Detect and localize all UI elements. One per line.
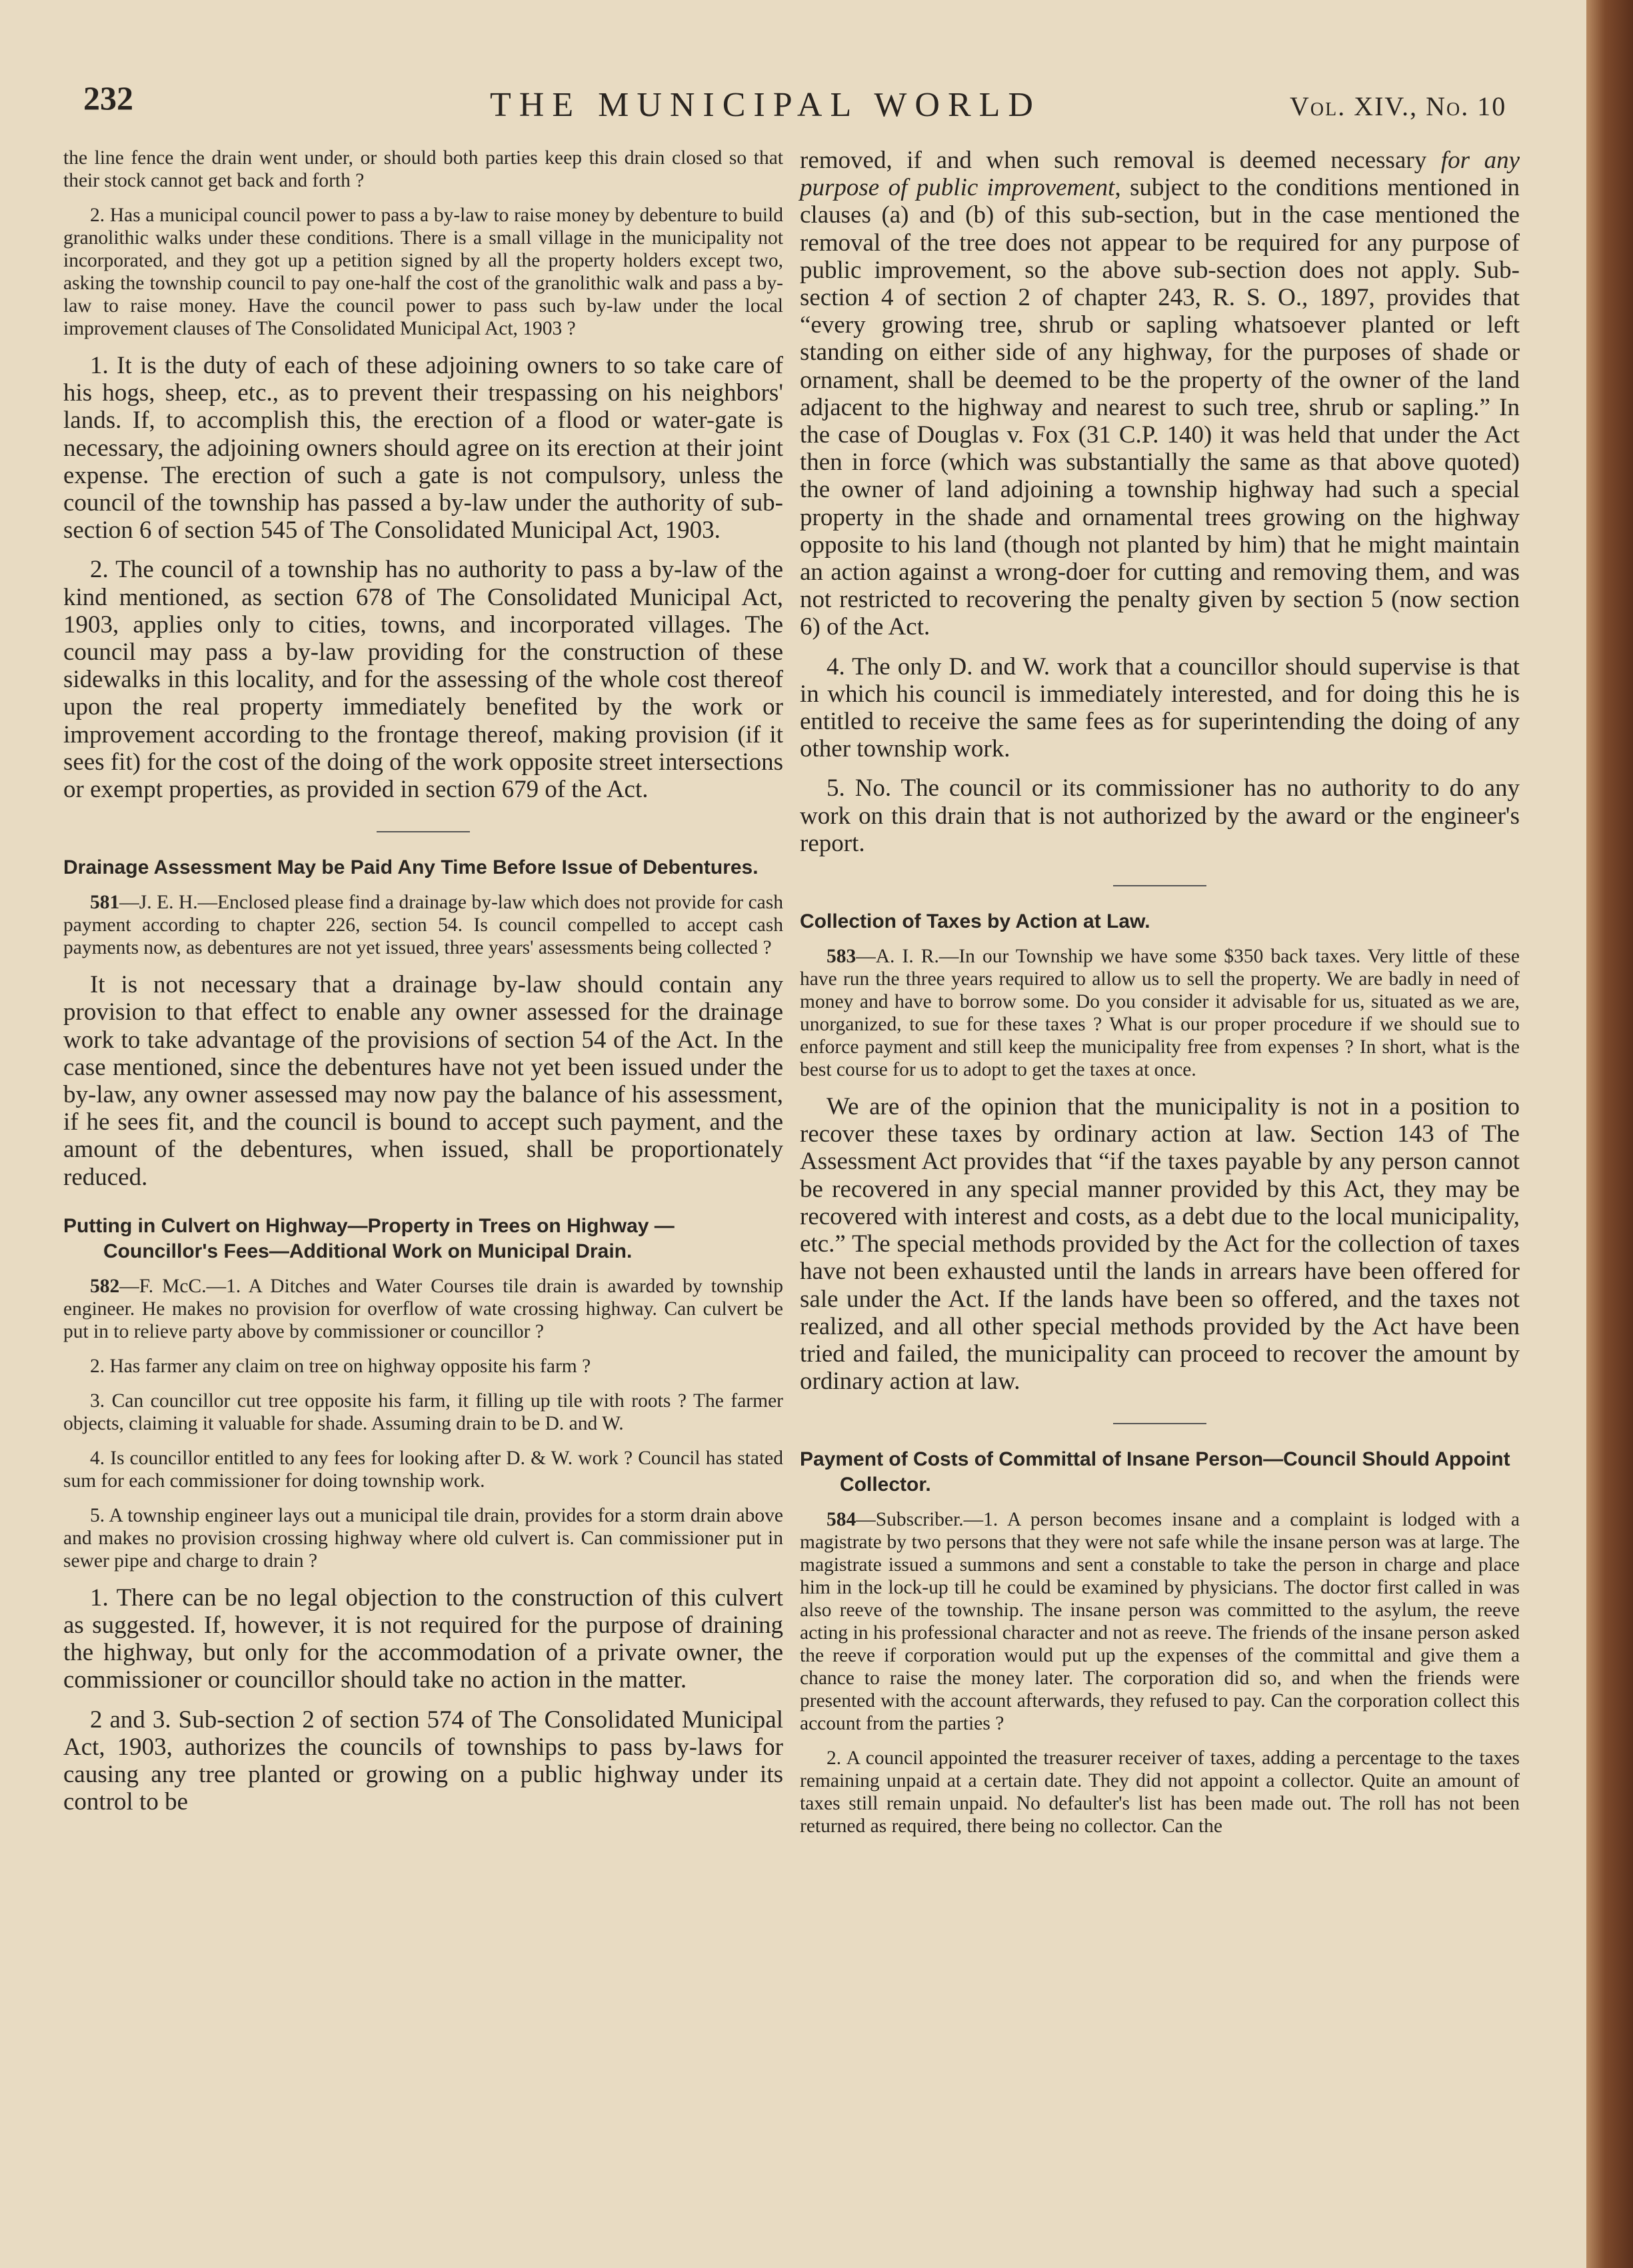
section-heading: Payment of Costs of Committal of Insane Person—Council Should Appoint Collector. [800, 1448, 1510, 1496]
answer-paragraph: 4. The only D. and W. work that a councillor should supervise is that in which his council is immediately interested, and for doing this he is entitled to receive the same fees as for superintending the doing of any other township work. [800, 652, 1520, 763]
book-spine [1586, 0, 1633, 2268]
answer-emphasis: for any purpose of public improvement [800, 147, 1520, 202]
question-paragraph: 2. Has a municipal council power to pass a by-law to raise money by debenture to build granolithic walks under these conditions. There is a small village in the municipality not incorporated, and they got up a petition signed by all the property holders except two, asking the township council to pay one-half the cost of the granolithic walk and pass a by-law to raise money. Have the council power to pass such by-law under the local improvement clauses of The Consolidated Municipal Act, 1903 ? [63, 205, 783, 339]
answer-text: removed, if and when such removal is deemed necessary [800, 147, 1441, 174]
question-paragraph: 2. Has farmer any claim on tree on highway opposite his farm ? [90, 1355, 591, 1377]
question-text: —J. E. H.—Enclosed please find a drainage by-law which does not provide for cash payment according to chapter 226, section 54. Is council compelled to accept cash payments now, as debentures are not yet issued, three years' assessments being collected ? [63, 892, 783, 959]
question-number: 582 [90, 1275, 120, 1297]
question-paragraph [63, 891, 783, 959]
question-number: 584 [826, 1509, 856, 1531]
left-column [63, 147, 783, 1828]
section-divider [1113, 1423, 1206, 1424]
page-number: 232 [83, 79, 133, 117]
volume-number: Vol. XIV., No. 10 [1290, 91, 1507, 121]
section-heading: Collection of Taxes by Action at Law. [800, 910, 1150, 933]
section-heading: Drainage Assessment May be Paid Any Time Before Issue of Debentures. [63, 856, 759, 879]
answer-paragraph: 2. The council of a township has no authority to pass a by-law of the kind mentioned, as section 678 of The Consolidated Municipal Act, 1903, applies only to cities, towns, and incorporated villages. The council may pass a by-law providing for the construction of these sidewalks in this locality, and for the assessing of the whole cost thereof upon the real property immediately benefited by the work or improvement according to the frontage thereof, making provision (if it sees fit) for the cost of the doing of the work opposite street intersections or exempt properties, as provided in section 679 of the Act. [63, 556, 783, 804]
question-number: 583 [826, 946, 856, 968]
question-paragraph: 2. A council appointed the treasurer receiver of taxes, adding a percentage to the taxes remaining unpaid at a certain date. They did not appoint a collector. Quite an amount of taxes still remain unpaid. No defaulter's list has been made out. The roll has not been returned as required, there being no collector. Can the [800, 1747, 1520, 1837]
page-header [63, 73, 1583, 140]
question-text: —Subscriber.—1. A person becomes insane and a complaint is lodged with a magistrate by two persons that they were not safe while the insane person was at large. The magistrate issued a summons and sent a constable to take the person in charge and place him in the lock-up till he could be examined by physicians. The doctor first called in was also reeve of the township. The insane person was committed to the asylum, the reeve acting in his professional character and not as reeve. The friends of the insane person asked the reeve if corporation would put up the expenses of the committal and give them a chance to raise the money later. The corporation did so, and when the friends were presented with the account afterwards, they refused to pay. Can the corporation collect this account from the parties ? [800, 1509, 1520, 1735]
answer-paragraph: We are of the opinion that the municipality is not in a position to recover these taxes by ordinary action at law. Section 143 of The Assessment Act provides that “if the taxes payable by any person cannot be recovered in any special manner provided by this Act, they may be recovered with interest and costs, as a debt due to the local municipality, etc.” The special methods provided by the Act for the collection of taxes have not been exhausted until the lands in arrears have been offered for sale under the Act. If the lands have been so offered, and the taxes not realized, and all other special methods provided by the Act have been tried and failed, the municipality can proceed to recover the amount by ordinary action at law. [800, 1093, 1520, 1396]
answer-text: , subject to the conditions mentioned in clauses (a) and (b) of this sub-section, but in the case mentioned the removal of the tree does not appear to be required for any purpose of public improvement, so the above sub-section does not apply. Sub-section 4 of section 2 of chapter 243, R. S. O., 1897, provides that “every growing tree, shrub or sapling whatsoever planted or left standing on either side of any highway, for the purposes of shade or ornament, shall be deemed to be the property of the owner of the land adjacent to the highway and nearest to such tree, shrub or sapling.” In the case of Douglas v. Fox (31 C.P. 140) it was held that under the Act then in force (which was substantially the same as that above quoted) the owner of land adjoining a township highway had such a special property in the shade and ornamental trees growing on the highway opposite to his land (though not planted by him) that he might maintain an action against a wrong-doer for cutting and removing them, and was not restricted to recovering the penalty given by section 5 (now section 6) of the Act. [800, 174, 1520, 641]
question-text: —F. McC.—1. A Ditches and Water Courses tile drain is awarded by township engineer. He makes no provision for overflow of wate crossing highway. Can culvert be put in to relieve party above by commissioner or councillor ? [63, 1275, 783, 1342]
answer-paragraph: 5. No. The council or its commissioner has no authority to do any work on this drain that is not authorized by the award or the engineer's report. [800, 774, 1520, 857]
question-continued: the line fence the drain went under, or should both parties keep this drain closed so that their stock cannot get back and forth ? [63, 147, 783, 191]
right-column [800, 147, 1520, 1849]
section-divider [377, 831, 470, 832]
answer-paragraph: 1. It is the duty of each of these adjoining owners to so take care of his hogs, sheep, etc., as to prevent their trespassing on his neighbors' lands. If, to accomplish this, the erection of a flood or water-gate is necessary, the adjoining owners should agree on its erection at their joint expense. The erection of such a gate is not compulsory, unless the council of the township has passed a by-law under the authority of sub-section 6 of section 545 of The Consolidated Municipal Act, 1903. [63, 352, 783, 545]
answer-paragraph: 1. There can be no legal objection to the construction of this culvert as suggested. If, however, it is not required for the purpose of draining the highway, but only for the accommodation of a private owner, the commissioner or councillor should take no action in the matter. [63, 1584, 783, 1694]
question-paragraph [63, 1275, 783, 1343]
question-paragraph: 4. Is councillor entitled to any fees for looking after D. & W. work ? Council has stated sum for each commissioner for doing township work. [63, 1447, 783, 1492]
running-title: THE MUNICIPAL WORLD [490, 86, 1041, 124]
section-divider [1113, 885, 1206, 886]
question-paragraph [800, 945, 1520, 1081]
question-text: —A. I. R.—In our Township we have some $350 back taxes. Very little of these have run the three years required to allow us to sell the property. We are badly in need of money and have to borrow some. Do you consider it advisable for us, situated as we are, unorganized, to sue for these taxes ? What is our proper procedure if we should sue to enforce payment and still keep the municipality free from expenses ? In short, what is the best course for us to adopt to get the taxes at once. [800, 946, 1520, 1081]
question-paragraph: 3. Can councillor cut tree opposite his farm, it filling up tile with roots ? The farmer objects, claiming it valuable for shade. Assuming drain to be D. and W. [63, 1390, 783, 1434]
question-paragraph: 5. A township engineer lays out a municipal tile drain, provides for a storm drain above and makes no provision crossing highway where old culvert is. Can commissioner put in sewer pipe and charge to drain ? [63, 1504, 783, 1572]
section-heading: Putting in Culvert on Highway—Property in Trees on Highway —Councillor's Fees—Additional Work on Municipal Drain. [63, 1214, 675, 1262]
answer-paragraph: It is not necessary that a drainage by-law should contain any provision to that effect to enable any owner assessed for the drainage work to take advantage of the provisions of section 54 of the Act. In the case mentioned, since the debentures have not yet been issued under the by-law, any owner assessed may now pay the balance of his assessment, if he sees fit, and the council is bound to accept such payment, and the amount of the debentures, when issued, shall be proportionately reduced. [63, 971, 783, 1191]
answer-paragraph: 2 and 3. Sub-section 2 of section 574 of The Consolidated Municipal Act, 1903, authorizes the councils of townships to pass by-laws for causing any tree planted or growing on a public highway under its control to be [63, 1705, 783, 1816]
question-paragraph [800, 1508, 1520, 1735]
answer-continued [800, 147, 1520, 641]
question-number: 581 [90, 892, 120, 914]
